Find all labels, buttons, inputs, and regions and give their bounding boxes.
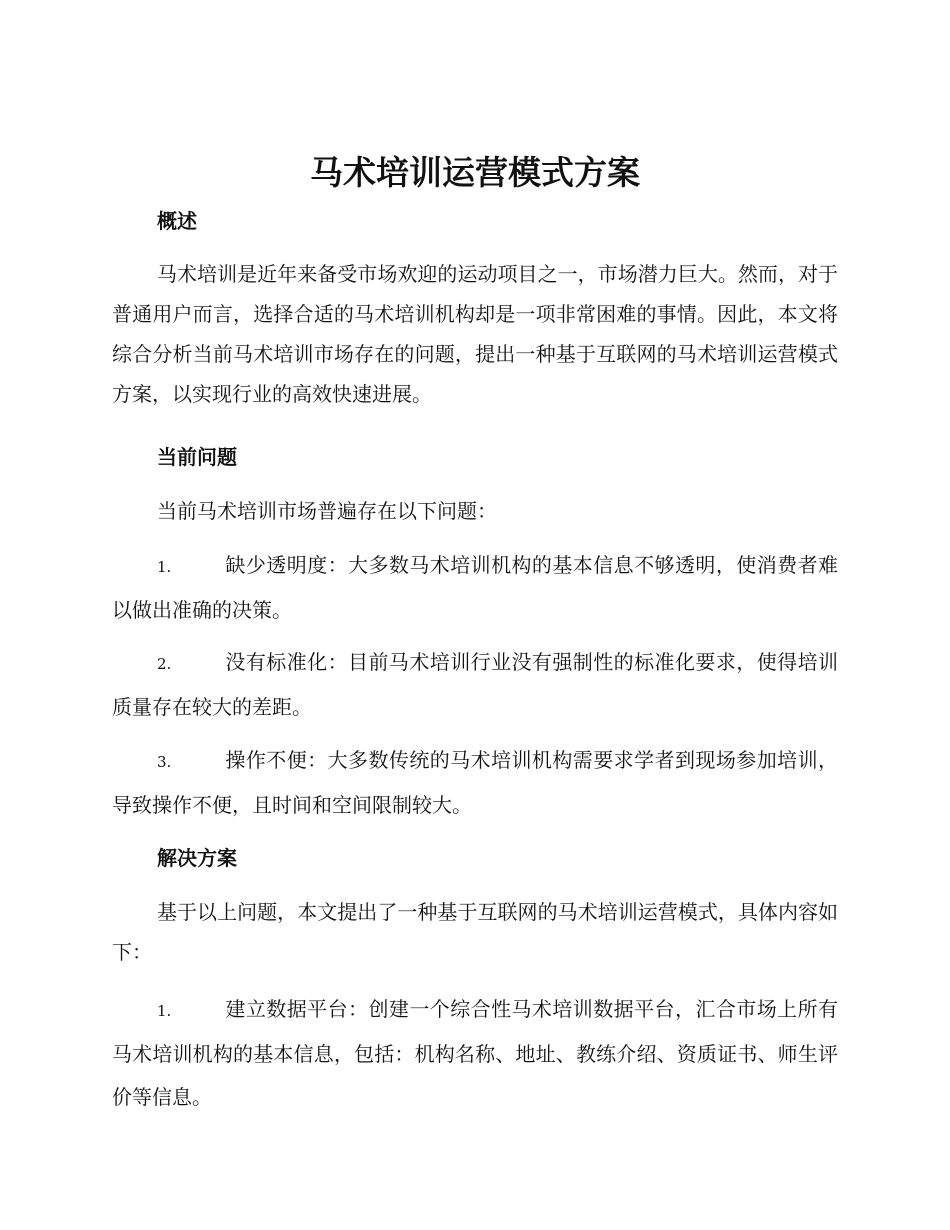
issue-list-item xyxy=(112,739,838,827)
list-item-text: 没有标准化：目前马术培训行业没有强制性的标准化要求，使得培训质量存在较大的差距。 xyxy=(112,650,838,719)
list-item-number: 1. xyxy=(157,558,172,576)
issue-list-item xyxy=(112,544,838,632)
list-item-number: 2. xyxy=(157,655,172,673)
list-item-text: 建立数据平台：创建一个综合性马术培训数据平台，汇合市场上所有马术培训机构的基本信息，包括：机构名称、地址、教练介绍、资质证书、师生评价等信息。 xyxy=(112,997,838,1109)
overview-paragraph: 马术培训是近年来备受市场欢迎的运动项目之一，市场潜力巨大。然而，对于普通用户而言，选择合适的马术培训机构却是一项非常困难的事情。因此，本文将综合分析当前马术培训市场存在的问题，提出一种基于互联网的马术培训运营模式方案，以实现行业的高效快速进展。 xyxy=(112,262,838,406)
solution-list-item xyxy=(112,988,838,1119)
section-heading-solution: 解决方案 xyxy=(157,846,237,870)
list-item-text: 操作不便：大多数传统的马术培训机构需要求学者到现场参加培训，导致操作不便，且时间和空间限制较大。 xyxy=(112,748,838,817)
issues-intro-paragraph: 当前马术培训市场普遍存在以下问题： xyxy=(157,499,497,523)
list-item-number: 3. xyxy=(157,753,172,771)
list-item-text: 缺少透明度：大多数马术培训机构的基本信息不够透明，使消费者难以做出准确的决策。 xyxy=(112,553,838,622)
issue-list-item xyxy=(112,641,838,729)
list-item-number: 1. xyxy=(157,1002,172,1020)
document-title: 马术培训运营模式方案 xyxy=(310,153,640,192)
section-heading-current-issues: 当前问题 xyxy=(157,445,237,469)
solution-intro-paragraph: 基于以上问题，本文提出了一种基于互联网的马术培训运营模式，具体内容如下： xyxy=(112,900,838,964)
section-heading-overview: 概述 xyxy=(157,209,197,233)
